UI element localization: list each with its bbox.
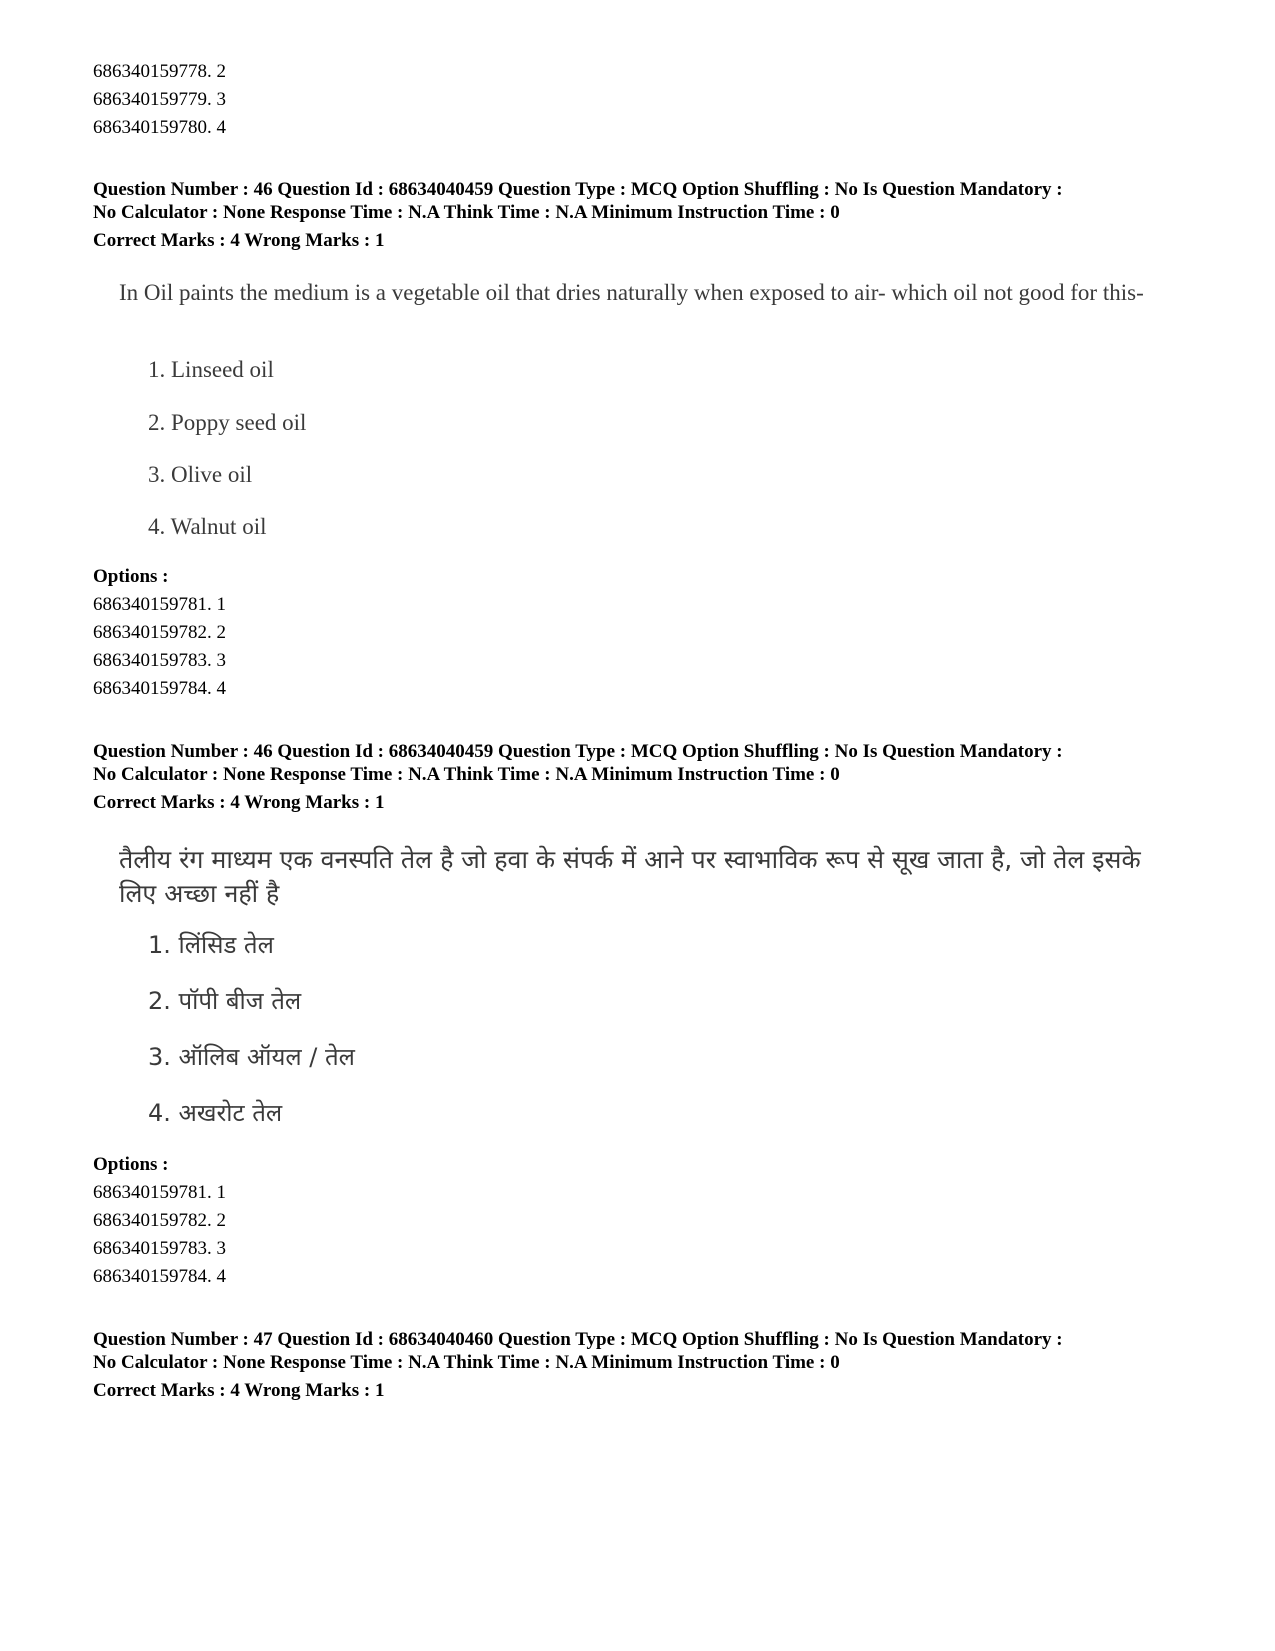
option-line: 686340159783. 3 (93, 1238, 226, 1259)
option-line: 686340159778. 2 (93, 61, 226, 82)
choice-item: 2. Poppy seed oil (148, 410, 307, 435)
question-header-line1: Question Number : 46 Question Id : 68634040459 Question Type : MCQ Option Shuffling : No Is Question Mandatory : (93, 179, 1063, 200)
question-header-line2: No Calculator : None Response Time : N.A Think Time : N.A Minimum Instruction Time : 0 (93, 202, 840, 223)
option-line: 686340159782. 2 (93, 1210, 226, 1231)
marks-line: Correct Marks : 4 Wrong Marks : 1 (93, 1380, 385, 1401)
option-line: 686340159783. 3 (93, 650, 226, 671)
question-text: तैलीय रंग माध्यम एक वनस्पति तेल है जो हवा के संपर्क में आने पर स्वाभाविक रूप से सूख जाता है, जो तेल इसके लिए अच्छा नहीं है (119, 845, 1141, 908)
option-line: 686340159784. 4 (93, 678, 226, 699)
marks-line: Correct Marks : 4 Wrong Marks : 1 (93, 792, 385, 813)
choice-item: 3. ऑलिब ऑयल / तेल (148, 1043, 355, 1071)
choice-item: 1. Linseed oil (148, 357, 274, 382)
question-header-line1: Question Number : 47 Question Id : 68634040460 Question Type : MCQ Option Shuffling : No Is Question Mandatory : (93, 1329, 1063, 1350)
question-header-line1: Question Number : 46 Question Id : 68634040459 Question Type : MCQ Option Shuffling : No Is Question Mandatory : (93, 741, 1063, 762)
option-line: 686340159779. 3 (93, 89, 226, 110)
options-label: Options : (93, 1154, 169, 1175)
options-label: Options : (93, 566, 169, 587)
choice-item: 1. लिंसिड तेल (148, 931, 274, 959)
option-line: 686340159781. 1 (93, 1182, 226, 1203)
question-header-line2: No Calculator : None Response Time : N.A Think Time : N.A Minimum Instruction Time : 0 (93, 764, 840, 785)
choice-item: 3. Olive oil (148, 462, 253, 487)
choice-item: 2. पॉपी बीज तेल (148, 987, 302, 1015)
option-line: 686340159781. 1 (93, 594, 226, 615)
option-line: 686340159784. 4 (93, 1266, 226, 1287)
marks-line: Correct Marks : 4 Wrong Marks : 1 (93, 230, 385, 251)
question-text: In Oil paints the medium is a vegetable oil that dries naturally when exposed to air- which oil not good for this- (119, 280, 1144, 305)
question-header-line2: No Calculator : None Response Time : N.A Think Time : N.A Minimum Instruction Time : 0 (93, 1352, 840, 1373)
choice-item: 4. Walnut oil (148, 514, 267, 539)
option-line: 686340159780. 4 (93, 117, 226, 138)
option-line: 686340159782. 2 (93, 622, 226, 643)
choice-item: 4. अखरोट तेल (148, 1099, 283, 1127)
